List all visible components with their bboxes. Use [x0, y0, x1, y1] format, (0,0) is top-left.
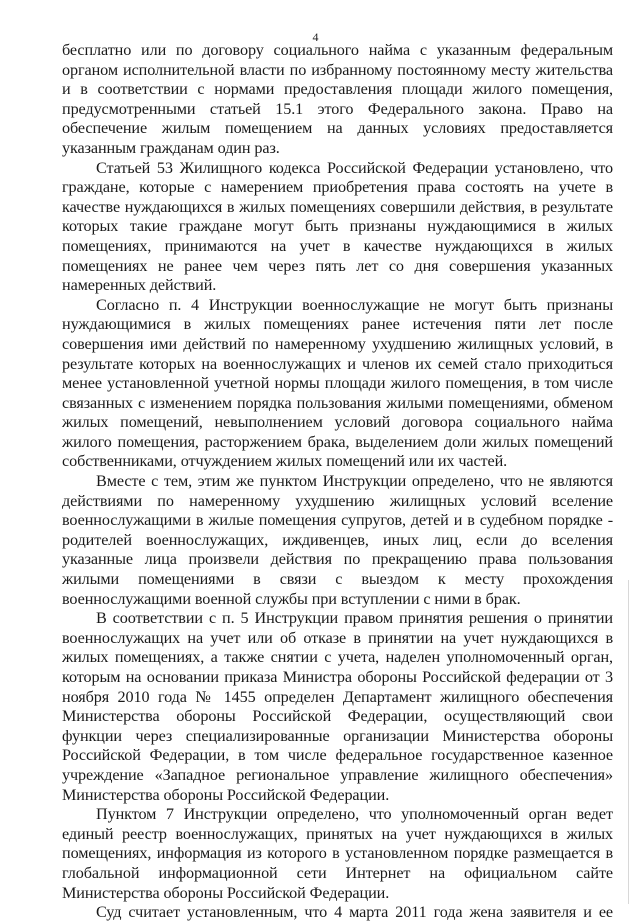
text-line: помещениях не ранее чем через пять лет со дня совершения указанных — [62, 256, 613, 275]
text-line: намеренных действий. — [62, 276, 217, 295]
paragraph — [62, 805, 613, 903]
text-line: указанные лица произвели действия по прекращению права пользования — [62, 550, 613, 569]
text-line: которым на основании приказа Министра обороны Российской федерации от 3 — [62, 668, 613, 686]
text-line: жилых помещений, невыполнением условий договора социального найма — [62, 413, 613, 432]
text-line: менее установленной учетной нормы площади жилого помещения, в том числе — [62, 374, 613, 393]
text-line: Согласно п. 4 Инструкции военнослужащие не могут быть признаны — [96, 295, 613, 314]
paragraph — [62, 609, 613, 805]
text-line: помещениях, информация из которого в установленном порядке размещается в — [62, 844, 613, 863]
text-line: глобальной информационной сети Интернет на официальном сайте — [62, 863, 613, 882]
text-line: жилыми помещениями в связи с выездом к месту прохождения — [62, 570, 613, 589]
text-line: совершения ими действий по намеренному ухудшению жилищных условий, в — [62, 334, 613, 353]
paragraph — [62, 296, 613, 472]
text-line: ноября 2010 года № 1455 определен Департамент жилищного обеспечения — [62, 687, 613, 706]
text-line: учреждение «Западное региональное управление жилищного обеспечения» — [62, 765, 613, 784]
text-line: родителей военнослужащих, иждивенцев, иных лиц, если до вселения — [62, 530, 613, 549]
text-line: собственниками, отчуждением жилых помещений или их частей. — [62, 452, 508, 471]
page-number: 4 — [312, 30, 319, 44]
text-line: которых такие граждане могут быть признаны нуждающимися в жилых — [62, 217, 613, 236]
text-line: Министерства обороны Российской Федерации, осуществляющий свои — [62, 707, 613, 726]
paragraph — [62, 903, 613, 923]
text-line: граждане, которые с намерением приобретения права состоять на учете в — [62, 178, 613, 197]
scan-edge — [628, 580, 629, 904]
text-line: военнослужащих на учет или об отказе в принятии на учет нуждающихся в — [62, 628, 613, 647]
text-line: функции через специализированные организации Министерства обороны — [62, 726, 613, 745]
text-line: указанным гражданам один раз. — [62, 138, 280, 157]
text-line: связанных с изменением порядка пользования жилыми помещениями, обменом — [62, 393, 613, 412]
text-line: Вместе с тем, этим же пунктом Инструкции определено, что не являются — [96, 472, 613, 491]
text-line: качестве нуждающихся в жилых помещениях совершили действия, в результате — [62, 197, 613, 216]
text-line: жилого помещения, расторжением брака, выделением доли жилых помещений — [62, 432, 613, 451]
text-line: действиями по намеренному ухудшению жилищных условий вселение — [62, 491, 613, 510]
text-line: единый реестр военнослужащих, принятых на учет нуждающихся в жилых — [62, 824, 613, 843]
text-line: результате которых на военнослужащих и членов их семей стало приходиться — [62, 354, 613, 373]
text-line: В соответствии с п. 5 Инструкции правом принятия решения о принятии — [96, 609, 613, 628]
text-line: военнослужащими военной службы при вступлении с ними в брак. — [62, 589, 521, 608]
text-line: военнослужащими в жилые помещения супругов, детей и в судебном порядке - — [62, 511, 613, 530]
text-line: Статьей 53 Жилищного кодекса Российской Федерации установлено, что — [96, 158, 613, 177]
text-line: Суд считает установленным, что 4 марта 2011 года жена заявителя и ее — [96, 903, 613, 922]
text-line: Министерства обороны Российской Федерации. — [62, 785, 390, 804]
text-line: нуждающимися в жилых помещениях ранее истечения пяти лет после — [62, 315, 613, 334]
paragraph — [62, 41, 613, 159]
text-line: помещениях, принимаются на учет в качестве нуждающихся в жилых — [62, 236, 613, 255]
document-body — [62, 41, 613, 923]
text-line: органом исполнительной власти по избранному постоянному месту жительства — [62, 60, 613, 79]
text-line: Пунктом 7 Инструкции определено, что уполномоченный орган ведет — [96, 805, 613, 824]
paragraph — [62, 472, 613, 609]
paragraph — [62, 159, 613, 296]
text-line: Министерства обороны Российской Федерации. — [62, 883, 390, 902]
text-line: жилых помещениях, а также снятии с учета, наделен уполномоченный орган, — [62, 648, 613, 667]
text-line: предусмотренными статьей 15.1 этого Федерального закона. Право на — [62, 99, 613, 118]
text-line: бесплатно или по договору социального найма с указанным федеральным — [62, 41, 613, 59]
text-line: Российской Федерации, в том числе федеральное государственное казенное — [62, 746, 613, 765]
text-line: обеспечение жилым помещением на данных условиях предоставляется — [62, 119, 613, 138]
text-line: и в соответствии с нормами предоставления площади жилого помещения, — [62, 80, 613, 99]
